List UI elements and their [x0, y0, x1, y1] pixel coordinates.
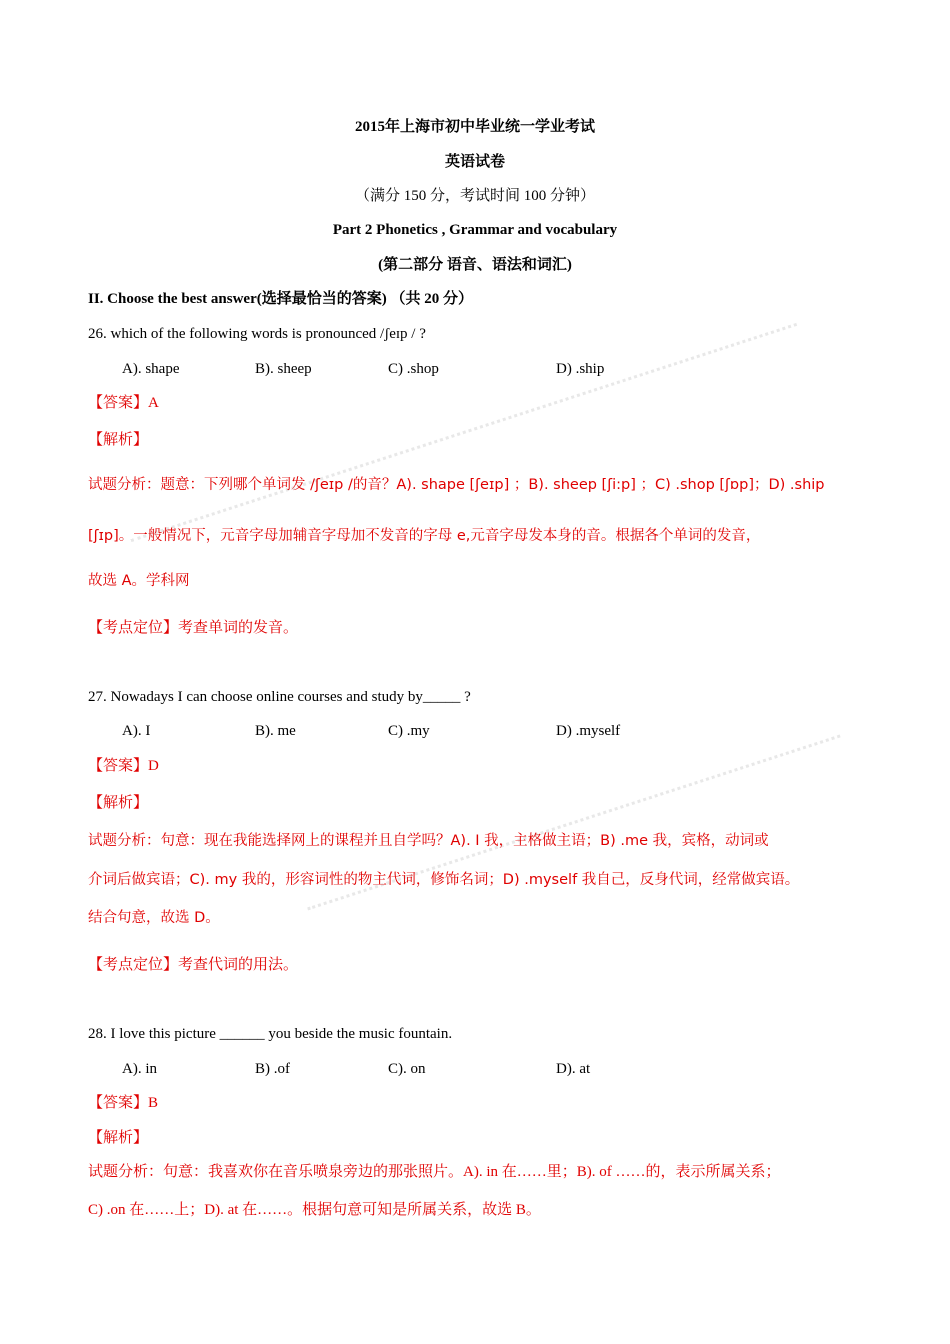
analysis-line: 试题分析：句意：现在我能选择网上的课程并且自学吗？A). I 我，主格做主语；B) .me 我，宾格，动词或: [88, 833, 769, 849]
analysis-line: 结合句意，故选 D。: [88, 910, 220, 926]
option-c: C). on: [388, 1061, 426, 1077]
section-heading: II. Choose the best answer(选择最恰当的答案) （共 20 分）: [88, 291, 473, 307]
exam-note: （满分 150 分，考试时间 100 分钟）: [354, 188, 595, 204]
analysis-line: 试题分析：句意：我喜欢你在音乐喷泉旁边的那张照片。A). in 在……里；B). of ……的，表示所属关系；: [88, 1164, 781, 1180]
option-c: C) .shop: [388, 361, 439, 377]
option-d: D) .ship: [556, 361, 605, 377]
analysis-line: 介词后做宾语；C). my 我的，形容词性的物主代词，修饰名词；D) .myself 我自己，反身代词，经常做宾语。: [88, 872, 800, 888]
analysis-line: 故选 A。学科网: [88, 573, 190, 589]
option-b: B). me: [255, 723, 296, 739]
analysis-label: 【解析】: [88, 795, 149, 811]
analysis-label: 【解析】: [88, 1130, 149, 1146]
exam-title: 2015年上海市初中毕业统一学业考试: [354, 119, 595, 135]
option-b: B). sheep: [255, 361, 312, 377]
option-d: D). at: [556, 1061, 591, 1077]
part-title: Part 2 Phonetics , Grammar and vocabulary: [332, 222, 618, 238]
question-stem: 26. which of the following words is pronounced /ʃeɪp / ?: [88, 326, 426, 342]
option-b: B) .of: [255, 1061, 290, 1077]
analysis-line: C) .on 在……上；D). at 在……。根据句意可知是所属关系，故选 B。: [88, 1202, 541, 1218]
point-label: 【考点定位】考查代词的用法。: [88, 957, 299, 973]
analysis-line: 试题分析：题意：下列哪个单词发 /ʃeɪp /的音？A). shape [ʃeɪp] ；B). sheep [ʃi:p] ；C) .shop [ʃɒp]；D) .ship: [88, 477, 825, 493]
answer-label: 【答案】A: [88, 395, 159, 411]
answer-label: 【答案】D: [88, 758, 159, 774]
option-c: C) .my: [388, 723, 430, 739]
question-stem: 27. Nowadays I can choose online courses and study by_____ ?: [88, 689, 471, 705]
question-stem: 28. I love this picture ______ you beside the music fountain.: [88, 1026, 453, 1042]
analysis-line: [ʃɪp]。一般情况下，元音字母加辅音字母加不发音的字母 e,元音字母发本身的音。根据各个单词的发音，: [88, 528, 761, 544]
option-a: A). I: [122, 723, 151, 739]
exam-subject: 英语试卷: [444, 154, 505, 170]
answer-label: 【答案】B: [88, 1095, 159, 1111]
part-title-cn: (第二部分 语音、语法和词汇): [378, 257, 572, 273]
option-a: A). shape: [122, 361, 180, 377]
option-a: A). in: [122, 1061, 157, 1077]
analysis-label: 【解析】: [88, 432, 149, 448]
point-label: 【考点定位】考查单词的发音。: [88, 620, 299, 636]
option-d: D) .myself: [556, 723, 621, 739]
